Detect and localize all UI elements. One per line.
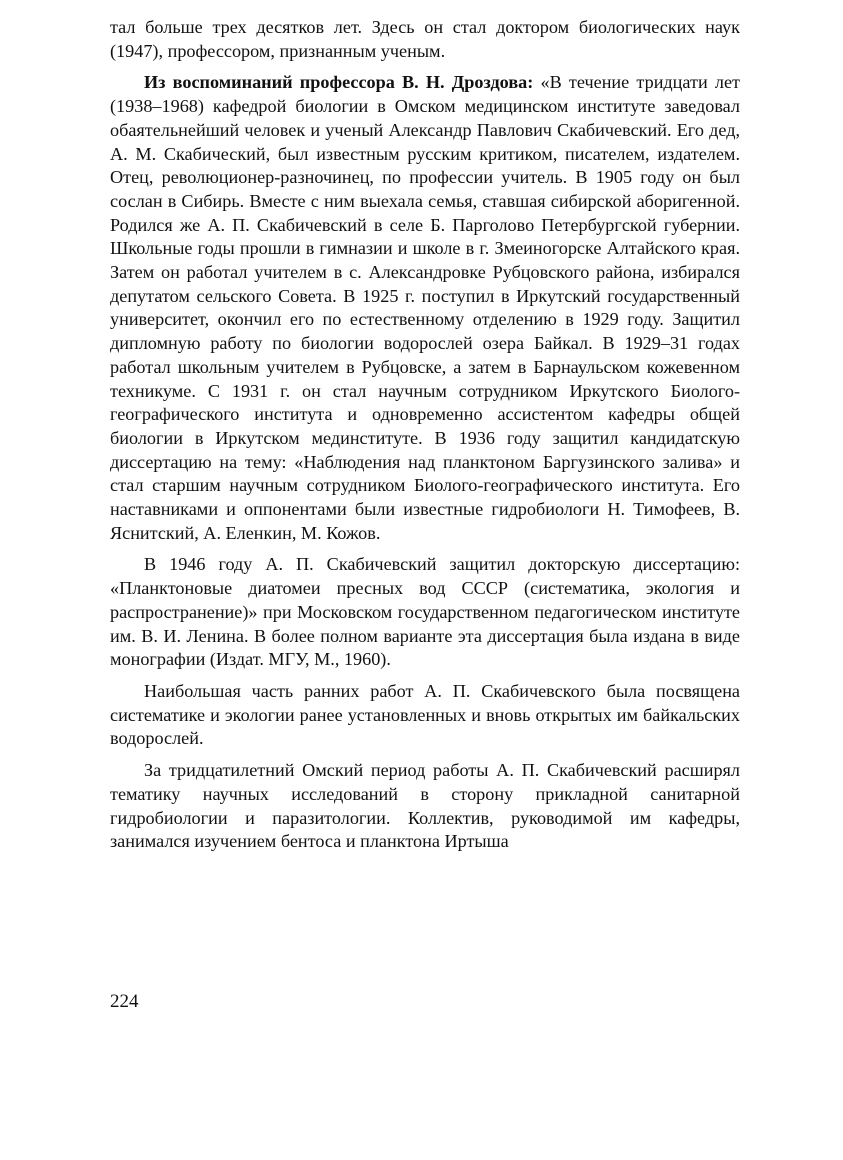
paragraph-text: Наибольшая часть ранних работ А. П. Скабичевского была посвящена систематике и экологии ранее установленных и вновь открытых им байкальских водорослей. [110,680,740,749]
paragraph-omsk-period [110,759,740,854]
paragraph-continuation [110,16,740,63]
page-text [110,16,740,854]
paragraph-early-works [110,680,740,751]
paragraph-text: «В течение тридцати лет (1938–1968) кафедрой биологии в Омском медицинском институте заведовал обаятельнейший человек и ученый Александр Павлович Скабичевский. Его дед, А. М. Скабический, был известным русским критиком, писателем, издателем. Отец, революционер-разночинец, по профессии учитель. В 1905 году он был сослан в Сибирь. Вместе с ним выехала семья, ставшая сибирской аборигенной. Родился же А. П. Скабичевский в селе Б. Парголово Петербургской губернии. Школьные годы прошли в гимназии и школе в г. Змеиногорске Алтайского края. Затем он работал учителем в с. Александровке Рубцовского района, избирался депутатом сельского Совета. В 1925 г. поступил в Иркутский государственный университет, окончил его по естественному отделению в 1929 году. Защитил дипломную работу по биологии водорослей озера Байкал. В 1929–31 годах работал школьным учителем в Рубцовске, а затем в Барнаульском кожевенном техникуме. С 1931 г. он стал научным сотрудником Иркутского Биолого-географического института и одновременно ассистентом кафедры общей биологии в Иркутском мединституте. В 1936 году защитил кандидатскую диссертацию на тему: «Наблюдения над планктоном Баргузинского залива» и стал старшим научным сотрудником Биолого-географического института. Его наставниками и оппонентами были известные гидробиологи Н. Тимофеев, В. Яснитский, А. Еленкин, М. Кожов. [110,72,740,543]
paragraph-text: В 1946 году А. П. Скабичевский защитил докторскую диссертацию: «Планктоновые диатомеи пресных вод СССР (систематика, экология и распространение)» при Московском государственном педагогическом институте им. В. И. Ленина. В более полном варианте эта диссертация была издана в виде монографии (Издат. МГУ, М., 1960). [110,554,740,670]
paragraph-text: За тридцатилетний Омский период работы А. П. Скабичевский расширял тематику научных исследований в сторону прикладной санитарной гидробиологии и паразитологии. Коллектив, руководимой им кафедры, занимался изучением бентоса и планктона Иртыша [110,760,740,852]
page-number: 224 [110,991,139,1012]
paragraph-dissertation [110,553,740,672]
paragraph-text: тал больше трех десятков лет. Здесь он стал доктором биологических наук (1947), профессором, признанным ученым. [110,17,740,61]
memoir-heading: Из воспоминаний профессора В. Н. Дроздова: [144,72,534,93]
paragraph-memoir [110,71,740,545]
